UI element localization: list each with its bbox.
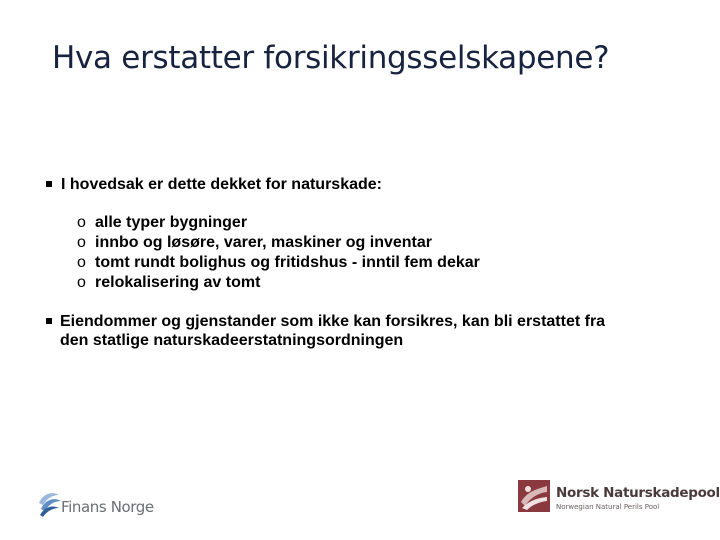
slide-title: Hva erstatter forsikringsselskapene?: [52, 40, 610, 76]
list-item-text: alle typer bygninger: [95, 214, 248, 231]
circle-bullet-icon: o: [77, 274, 86, 291]
list-item-text: relokalisering av tomt: [95, 274, 261, 291]
list-item-text: innbo og løsøre, varer, maskiner og inventar: [95, 234, 432, 251]
bullet-text: I hovedsak er dette dekket for naturskade:: [61, 176, 382, 193]
square-bullet-icon: [46, 318, 52, 324]
square-bullet-icon: [46, 181, 52, 187]
bullet-state-compensation: [60, 312, 700, 350]
circle-bullet-icon: o: [77, 234, 86, 251]
bullet-text-line2: den statlige naturskadeerstatningsordningen: [60, 332, 404, 349]
finans-norge-emblem-icon: [37, 487, 63, 519]
finans-norge-logo: [37, 487, 157, 519]
circle-bullet-icon: o: [77, 254, 86, 271]
norsk-naturskadepool-logo: [518, 478, 720, 518]
bullet-natural-damage: [61, 175, 382, 194]
finans-norge-text: Finans Norge: [61, 498, 154, 516]
naturskadepool-emblem-icon: [518, 480, 550, 512]
naturskadepool-text: Norsk Naturskadepool: [556, 485, 720, 501]
bullet-text-line1: Eiendommer og gjenstander som ikke kan forsikres, kan bli erstattet fra: [60, 313, 606, 330]
list-item-text: tomt rundt bolighus og fritidshus - inntil fem dekar: [95, 254, 480, 271]
circle-bullet-icon: o: [77, 214, 86, 231]
naturskadepool-subtext: Norwegian Natural Perils Pool: [556, 503, 660, 511]
